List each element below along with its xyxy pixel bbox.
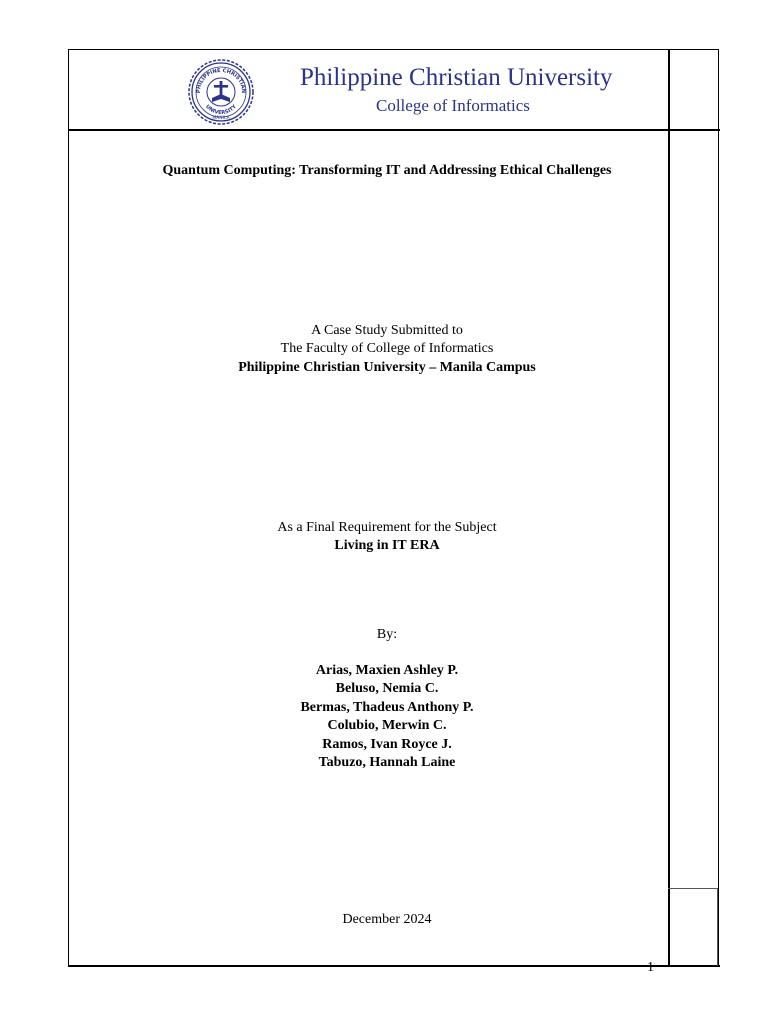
footer-divider [68,965,720,967]
by-label: By: [376,627,398,642]
submission-date: December 2024 [342,912,432,927]
page-frame [68,49,719,966]
header-divider [68,129,720,131]
author-name: Arias, Maxien Ashley P. [315,663,459,678]
requirement-line: As a Final Requirement for the Subject [277,520,497,535]
university-name: Philippine Christian University [300,64,613,91]
right-margin-rule [668,49,670,967]
university-seal-icon [186,58,256,126]
seal-bottom-text: UNIVERSITY [204,103,238,117]
author-name: Bermas, Thadeus Anthony P. [300,699,474,715]
submission-line-1: A Case Study Submitted to [311,323,463,338]
college-name: College of Informatics [376,96,530,115]
author-list [0,662,768,772]
author-name: Colubio, Merwin C. [327,718,447,734]
submission-line-2: The Faculty of College of Informatics [280,341,494,357]
requirement-block [0,519,768,556]
author-name: Ramos, Ivan Royce J. [322,736,452,752]
subject-name: Living in IT ERA [334,538,440,554]
seal-city-text: MANILA [212,116,230,121]
author-name: Beluso, Nemia C. [335,681,439,697]
author-name: Tabuzo, Hannah Laine [318,755,456,771]
submission-institution: Philippine Christian University – Manila Campus [238,359,536,375]
document-title: Quantum Computing: Transforming IT and Addressing Ethical Challenges [162,163,612,178]
submission-block [0,322,768,377]
seal-top-text: PHILIPPINE CHRISTIAN [195,67,247,94]
page-number: 1 [647,960,654,975]
